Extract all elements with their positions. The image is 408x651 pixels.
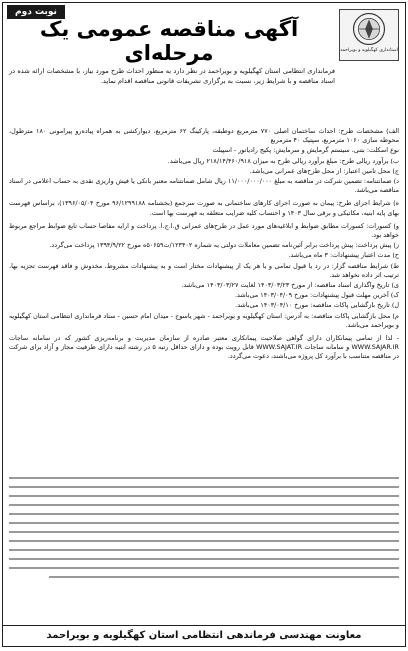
text-line (9, 567, 399, 569)
emblem-icon (340, 10, 398, 48)
emblem-caption: استانداری کهگیلویه و بویراحمد (340, 48, 398, 53)
text-line (9, 540, 399, 542)
text-line (9, 495, 399, 497)
round-badge: نوبت دوم (7, 5, 65, 19)
text-line (9, 531, 399, 533)
item-k: ک) آخرین مهلت قبول پیشنهادات: مورخ ۱۴۰۳/۰۴/۰۹ می‌باشد. (235, 291, 399, 300)
item-j: ی) تاریخ واگذاری اسناد مناقصه: از مورخ ۱۴۰۳/۰۳/۲۳ لغایت ۱۴۰۳/۰۳/۲۷ می‌باشد. (181, 281, 399, 290)
item-d: د) ضمانتنامه: تضمین شرکت در مناقصه به مبلغ ۱۱/۰۰۰/۰۰۰/۰۰۰ ریال شامل ضمانتنامه معتبر بانکی یا فیش واریزی نقدی به حساب اعلامی در اسناد مناقصه می‌باشد. (9, 177, 399, 195)
text-line (9, 477, 399, 479)
item-b: ب) برآورد ریالی طرح: مبلغ برآورد ریالی طرح به میزان ۲۱۸/۱۴/۴۶۰/۹۱۸ ریال می‌باشد. (167, 156, 399, 165)
remaining-text-lines (9, 477, 399, 585)
item-c: ج) محل تامین اعتبار: از محل طرح‌های عمرانی می‌باشد. (249, 166, 399, 175)
item-l: ل) تاریخ بازگشایی پاکات مناقصه: مورخ ۱۴۰۳/۰۴/۱۰ می‌باشد. (235, 301, 399, 310)
footer-signature: معاونت مهندسی فرماندهی انتظامی استان کهگیلویه و بویراحمد (3, 625, 405, 646)
item-note: - لذا از تمامی پیمانکاران دارای گواهی صلاحیت پیمانکاری معتبر صادره از سازمان مدیریت و برنامه‌ریزی کشور که در سامانه ساجات WWW.SAJAR.IR و سامانه ساجات WWW.SAJAT.IR قابل رویت بوده و دارای حداقل رتبه ۵ در رشته ابنیه دارای ظرفیت مجاز و آزاد برای شرکت در مناقصه متناسب با برآورد کل پروژه می‌باشند، دعوت می‌گردد. (9, 334, 399, 361)
police-emblem (339, 9, 399, 61)
header (3, 3, 405, 67)
text-line (9, 558, 399, 560)
item-g: ز) پیش پرداخت: پیش پرداخت برابر آئین‌نامه تضمین معاملات دولتی به شماره ۱۲۳۴۰۲/ت۵۰۶۵۹ه مورخ ۱۳۹۴/۹/۲۲ پرداخت می‌گردد. (49, 241, 399, 250)
item-m: م) محل بازگشایی پاکات مناقصه: به آدرس: استان کهگیلویه و بویراحمد - شهر یاسوج - میدان امام حسین - ستاد فرمانداری انتظامی استان کهگیلویه و بویراحمد می‌باشد. (9, 311, 399, 329)
page-title: آگهی مناقصه عمومی یک مرحله‌ای (39, 17, 299, 65)
text-line (49, 576, 399, 578)
text-line (9, 522, 399, 524)
text-line (9, 486, 399, 488)
item-a: الف) مشخصات طرح: احداث ساختمان اصلی ۷۷۰ مترمربع دوطبقه، پارکینگ ۶۲ مترمربع، دیوارکشی به همراه پیاده‌رو پیرامونی ۱۸۰ مترطول، محوطه سازی ۱۰۶۰ مترمربع، سپتیک ۴۰ مترمربع (9, 127, 399, 145)
item-h: ح) مدت اعتبار پیشنهادات: ۳ ماه می‌باشد. (288, 251, 399, 260)
item-i: ط) شرایط مناقصه گزار: در رد یا قبول تمامی و یا هر یک از پیشنهادات مختار است و به پیشنهادات مشروط، مخدوش و فاقد فهرست تجزیه بها، ترتیب اثر داده نخواهد شد. (9, 261, 399, 279)
terms-list (9, 127, 399, 363)
intro-paragraph: فرمانداری انتظامی استان کهگیلویه و بویراحمد در نظر دارد به منظور احداث طرح مورد نیاز، با مشخصات ارائه شده در اسناد مناقصه و با شرایط زیر، نسبت به برگزاری تشریفات قانونی مناقصه اقدام نماید. (9, 67, 335, 85)
text-line (9, 504, 399, 506)
item-structure: نوع اسکلت: بتنی، سیستم گرمایش و سرمایش: پکیج رادیاتور - اسپیلت (212, 146, 399, 155)
advertisement-page (2, 2, 406, 647)
text-line (9, 549, 399, 551)
text-line (9, 513, 399, 515)
item-f: و) کسورات: کسورات مطابق ضوابط و ابلاغیه‌های مورد عمل در طرح‌های عمرانی ق.ا.ج.ا. پرداخت و ارایه مفاصا حساب تابع ضوابط مراجع مربوط خواهد بود. (9, 221, 399, 240)
item-e: ه) شرایط اجرای طرح: پیمان به صورت اجرای کارهای ساختمانی به صورت سرجمع (بخشنامه ۹۶/۱۲۹۹۱۸۸ مورخ ۱۳۹۶/۰۵/۰۴)، براساس فهرست بهای پایه ابنیه، مکانیکی و برقی سال ۱۴۰۳ و احتساب کلیه ضرایب متعلقه به فهرست بها است. (9, 199, 399, 217)
